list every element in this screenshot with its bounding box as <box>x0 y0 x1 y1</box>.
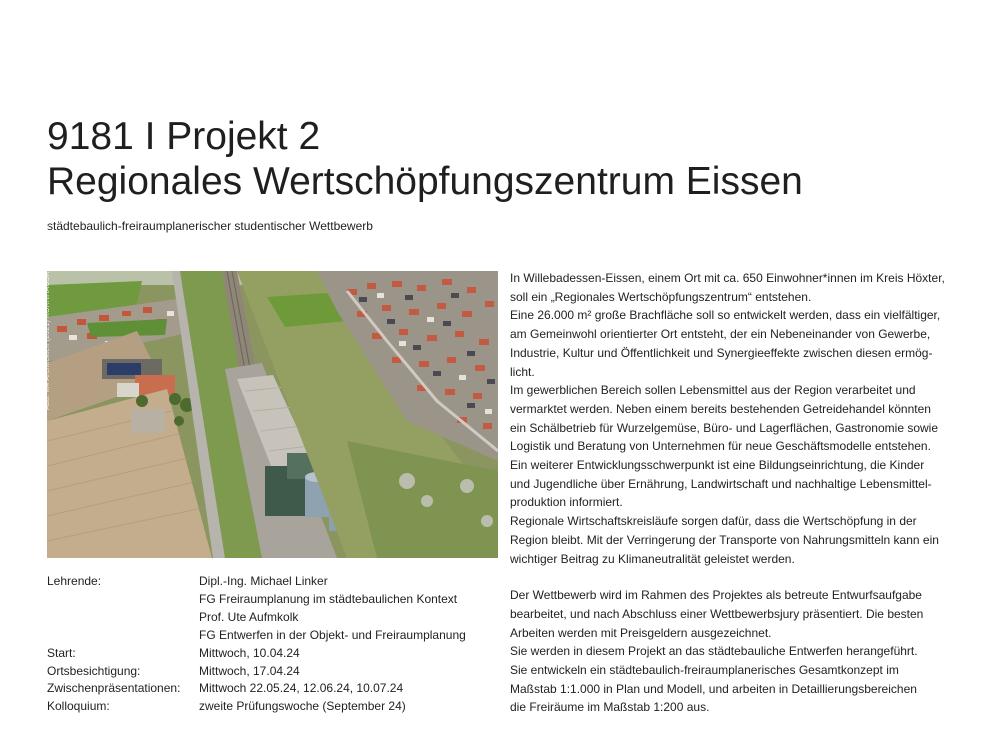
info-value: Mittwoch 22.05.24, 12.06.24, 10.07.24 <box>199 681 404 696</box>
page-title <box>47 114 987 204</box>
info-value: Mittwoch, 17.04.24 <box>199 663 300 678</box>
info-label: Ortsbesichtigung: <box>47 663 141 678</box>
description-line: Eine 26.000 m² große Brachfläche soll so entwickelt werden, dass ein vielfältiger, <box>510 308 941 323</box>
project-info-table <box>47 573 507 716</box>
description-line: Arbeiten werden mit Preisgeldern ausgezeichnet. <box>510 625 772 640</box>
subtitle: städtebaulich-freiraumplanerischer studentischer Wettbewerb <box>47 219 373 233</box>
description-line: und Jugendliche über Ernährung, Landwirtschaft und nachhaltige Lebensmittel- <box>510 476 932 491</box>
info-row <box>47 663 507 681</box>
info-value: zweite Prüfungswoche (September 24) <box>199 699 406 714</box>
info-row <box>47 609 507 627</box>
info-row <box>47 645 507 663</box>
description-line: Logistik und Beratung von Unternehmen für neue Geschäftsmodelle entstehen. <box>510 439 931 454</box>
description-line: licht. <box>510 364 535 379</box>
info-value: FG Freiraumplanung im städtebaulichen Kontext <box>199 591 458 606</box>
info-value: Prof. Ute Aufmkolk <box>199 609 299 624</box>
photo-credit: Abb. M4 Architekten (2021) KORNHAUSREAL IN EISSEN <box>44 219 51 410</box>
paragraph-gap <box>510 568 970 586</box>
description-line: soll ein „Regionales Wertschöpfungszentrum“ entstehen. <box>510 289 812 304</box>
description-line: bearbeitet, und nach Abschluss einer Wettbewerbsjury präsentiert. Die besten <box>510 606 924 621</box>
info-label: Kolloquium: <box>47 699 110 714</box>
description-line: Im gewerblichen Bereich sollen Lebensmittel aus der Region verarbeitet und <box>510 383 916 398</box>
description-line: Sie werden in diesem Projekt an das städtebauliche Entwerfen herangeführt. <box>510 644 918 659</box>
title-line-2: Regionales Wertschöpfungszentrum Eissen <box>47 160 803 203</box>
description-line: produktion informiert. <box>510 495 623 510</box>
description-line: Regionale Wirtschaftskreisläufe sorgen dafür, dass die Wertschöpfung in der <box>510 514 917 529</box>
info-row <box>47 680 507 698</box>
info-value: Mittwoch, 10.04.24 <box>199 645 300 660</box>
info-row <box>47 698 507 716</box>
description-line: die Freiräume im Maßstab 1:200 aus. <box>510 700 710 715</box>
description-line: Der Wettbewerb wird im Rahmen des Projektes als betreute Entwurfsaufgabe <box>510 588 922 603</box>
aerial-photo <box>47 271 498 558</box>
description-line: wichtiger Beitrag zu Klimaneutralität geleistet werden. <box>510 551 795 566</box>
info-label: Zwischenpräsentationen: <box>47 681 181 696</box>
project-description <box>510 269 970 717</box>
description-line: Ein weiterer Entwicklungsschwerpunkt ist eine Bildungseinrichtung, die Kinder <box>510 458 925 473</box>
info-label <box>47 627 199 645</box>
description-line: Industrie, Kultur und Öffentlichkeit und Synergieeffekte zwischen diesen ermög- <box>510 345 933 360</box>
info-label <box>47 591 199 609</box>
description-line: am Gemeinwohl orientierter Ort entsteht, der ein Nebeneinander von Gewerbe, <box>510 327 931 342</box>
title-line-1: 9181 I Projekt 2 <box>47 115 321 158</box>
description-line: In Willebadessen-Eissen, einem Ort mit ca. 650 Einwohner*innen im Kreis Höxter, <box>510 271 945 285</box>
info-row <box>47 573 507 591</box>
info-row <box>47 591 507 609</box>
description-line: Maßstab 1:1.000 in Plan und Modell, und arbeiten in Detaillierungsbereichen <box>510 681 917 696</box>
info-value: FG Entwerfen in der Objekt- und Freiraumplanung <box>199 627 466 642</box>
info-value: Dipl.-Ing. Michael Linker <box>199 574 328 588</box>
description-line: Sie entwickeln ein städtebaulich-freiraumplanerisches Gesamtkonzept im <box>510 663 899 678</box>
description-line: Region bleibt. Mit der Verringerung der Transporte von Nahrungsmitteln kann ein <box>510 532 939 547</box>
info-row <box>47 627 507 645</box>
description-line: vermarktet werden. Neben einem bereits bestehenden Getreidehandel könnten <box>510 401 931 416</box>
info-label <box>47 609 199 627</box>
info-label: Lehrende: <box>47 574 102 588</box>
description-line: ein Schälbetrieb für Wurzelgemüse, Büro- und Lagerflächen, Gastronomie sowie <box>510 420 939 435</box>
info-label: Start: <box>47 645 76 660</box>
